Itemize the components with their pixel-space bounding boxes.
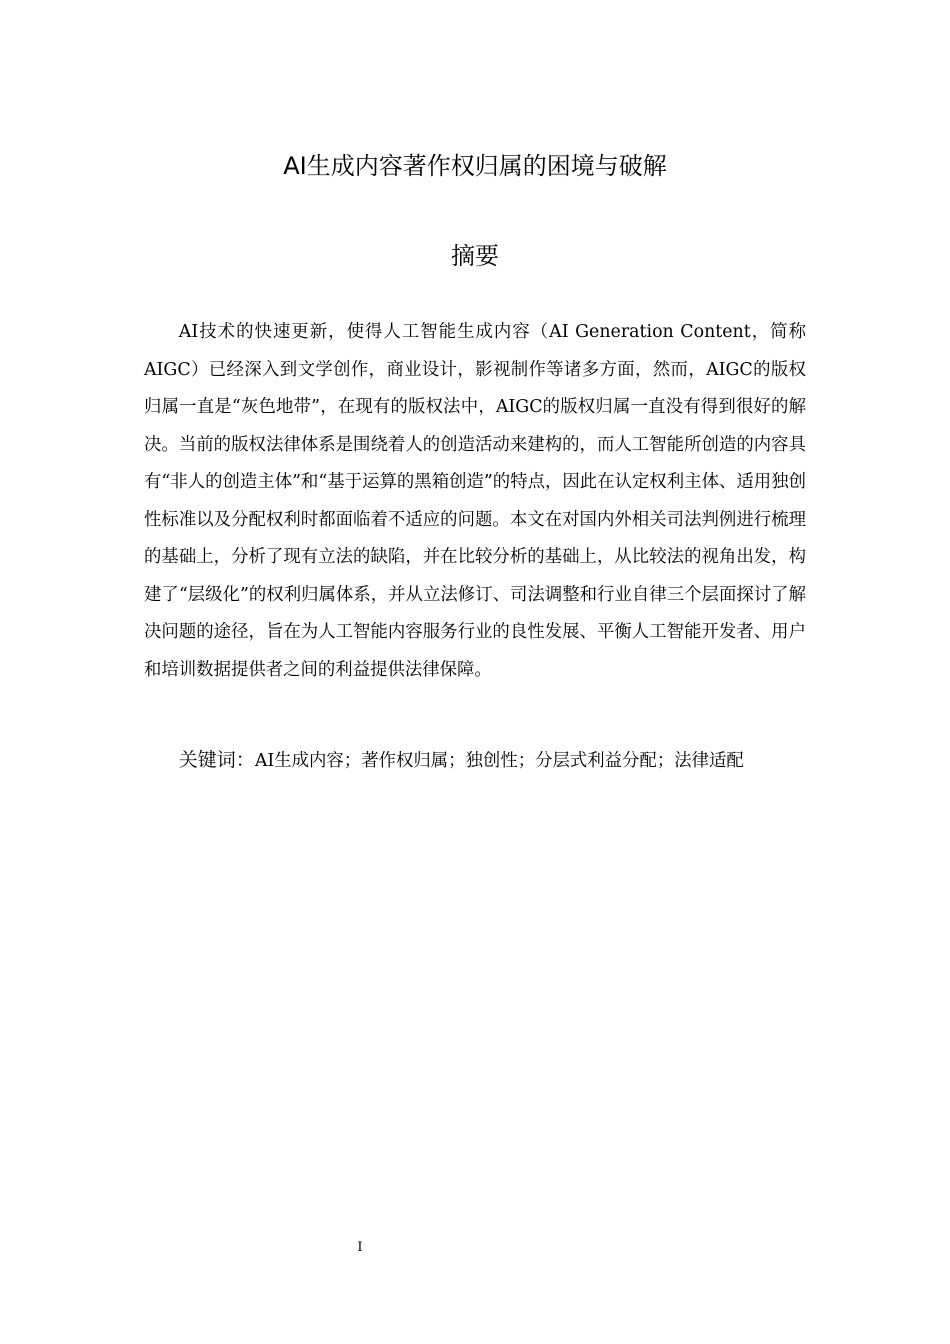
keywords-label: 关键词： (178, 749, 255, 771)
document-title: AI生成内容著作权归属的困境与破解 (283, 152, 667, 180)
page-number: I (357, 1240, 363, 1255)
keywords-paragraph (144, 736, 806, 785)
keywords-list: AI生成内容；著作权归属；独创性；分层式利益分配；法律适配 (254, 751, 744, 771)
abstract-paragraph: AI技术的快速更新，使得人工智能生成内容（AI Generation Content，简称AIGC）已经深入到文学创作，商业设计，影视制作等诸多方面，然而，AIGC的版权归属一直是“灰色地带”，在现有的版权法中，AIGC的版权归属一直没有得到很好的解决。当前的版权法律体系是围绕着人的创造活动来建构的，而人工智能所创造的内容具有“非人的创造主体”和“基于运算的黑箱创造”的特点，因此在认定权利主体、适用独创性标准以及分配权利时都面临着不适应的问题。本文在对国内外相关司法判例进行梳理的基础上，分析了现有立法的缺陷，并在比较分析的基础上，从比较法的视角出发，构建了“层级化”的权利归属体系，并从立法修订、司法调整和行业自律三个层面探讨了解决问题的途径，旨在为人工智能内容服务行业的良性发展、平衡人工智能开发者、用户和培训数据提供者之间的利益提供法律保障。 (144, 322, 806, 680)
abstract-heading: 摘要 (451, 242, 499, 270)
